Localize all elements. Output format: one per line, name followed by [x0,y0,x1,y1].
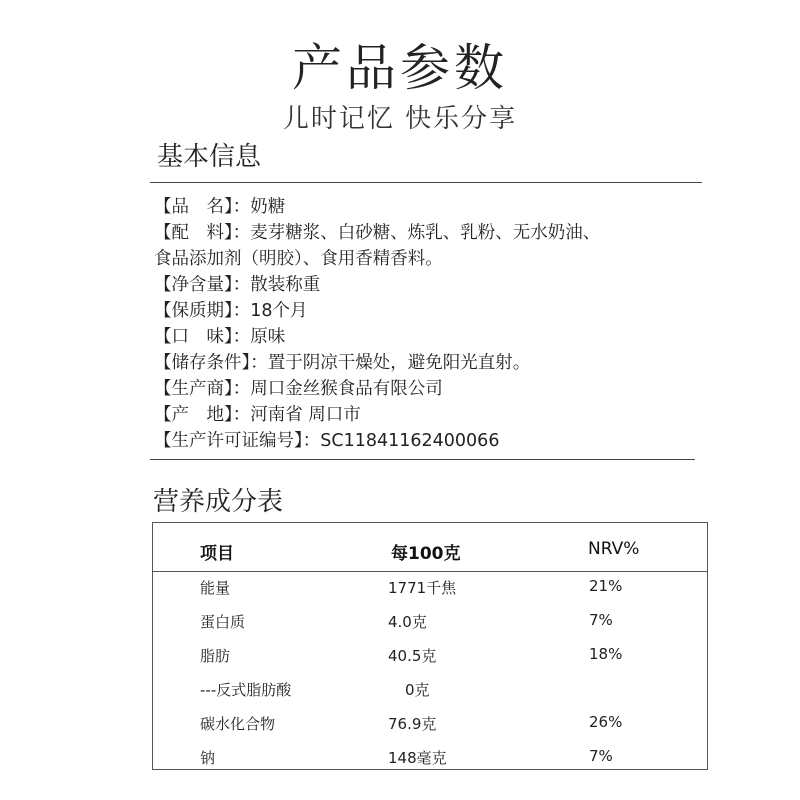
row-item: 脂肪 [200,647,231,665]
basic-info-list [154,194,699,454]
table-row [153,639,707,673]
info-line-storage: 【储存条件】：置于阴凉干燥处，避免阳光直射。 [154,353,531,373]
column-header-nrv: NRV% [588,539,640,559]
row-per100: 1771千焦 [388,579,457,597]
row-nrv: 7% [589,611,613,629]
info-line-ingredients-cont: 食品添加剂（明胶）、食用香精香料。 [154,249,443,269]
table-row [153,605,707,639]
page-subtitle: 儿时记忆 快乐分享 [282,104,518,134]
row-per100: 148毫克 [388,749,447,767]
info-line-manufacturer: 【生产商】：周口金丝猴食品有限公司 [154,379,443,399]
info-line-flavor: 【口 味】：原味 [154,327,286,347]
row-per100: 40.5克 [388,647,437,665]
info-line-name: 【品 名】：奶糖 [154,197,286,217]
info-line-ingredients: 【配 料】：麦芽糖浆、白砂糖、炼乳、乳粉、无水奶油、 [154,223,601,243]
table-row [153,673,707,707]
row-per100: 76.9克 [388,715,437,733]
row-nrv: 18% [589,645,623,663]
basic-info-heading: 基本信息 [157,142,262,172]
row-nrv: 21% [589,577,623,595]
row-item: 碳水化合物 [200,715,276,733]
nutrition-table-header [153,523,707,571]
row-item: ---反式脂肪酸 [200,681,292,699]
page-title: 产品参数 [292,39,508,97]
row-item: 钠 [200,749,216,767]
nutrition-heading: 营养成分表 [153,487,284,517]
row-item: 能量 [200,579,231,597]
row-item: 蛋白质 [200,613,246,631]
row-nrv: 7% [589,747,613,765]
row-per100: 4.0克 [388,613,427,631]
info-line-shelf-life: 【保质期】：18个月 [154,301,308,321]
nutrition-table [152,522,708,770]
row-nrv: 26% [589,713,623,731]
basic-info-top-divider [150,182,702,183]
info-line-net-content: 【净含量】：散装称重 [154,275,321,295]
column-header-per100: 每100克 [391,544,461,564]
table-row [153,741,707,775]
info-line-license: 【生产许可证编号】：SC11841162400066 [154,431,500,451]
row-per100: 0克 [405,681,430,699]
column-header-item: 项目 [200,544,234,564]
table-row [153,707,707,741]
table-row [153,571,707,605]
basic-info-bottom-divider [150,459,695,460]
info-line-origin: 【产 地】：河南省 周口市 [154,405,361,425]
